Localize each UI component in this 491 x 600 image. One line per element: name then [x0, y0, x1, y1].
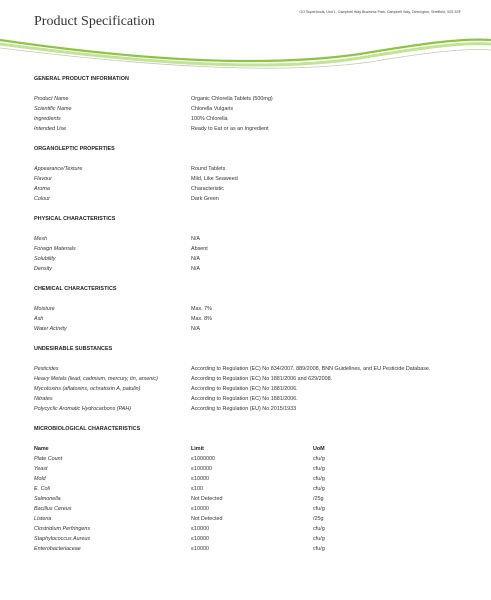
- spec-row: [34, 324, 464, 334]
- spec-label: Polycyclic Aromatic Hydrocarbons (PAH): [34, 406, 132, 412]
- table-row: [34, 464, 464, 474]
- spec-label: Nitrates: [34, 396, 53, 402]
- spec-value: 100% Chlorella: [191, 116, 228, 122]
- spec-value: Round Tablets: [191, 166, 226, 172]
- micro-limit: ≤10000: [191, 476, 209, 482]
- spec-value: According to Regulation (EC) No 1881/2006.: [191, 396, 298, 402]
- spec-label: Appearance/Texture: [34, 166, 83, 172]
- table-row: [34, 494, 464, 504]
- micro-table-header: [34, 444, 464, 454]
- spec-value: Chlorella Vulgaris: [191, 106, 234, 112]
- section-microbiological: [34, 426, 464, 554]
- section-chemical: [34, 286, 464, 334]
- spec-label: Colour: [34, 196, 50, 202]
- spec-row: [34, 404, 464, 414]
- micro-limit: Not Detected: [191, 496, 223, 502]
- spec-label: Pesticides: [34, 366, 59, 372]
- micro-name: Bacillus Cereus: [34, 506, 72, 512]
- section-undesirable: [34, 346, 464, 414]
- spec-label: Aroma: [34, 186, 50, 192]
- table-row: [34, 474, 464, 484]
- table-row: [34, 544, 464, 554]
- spec-value: Mild, Like Seaweed: [191, 176, 238, 182]
- spec-row: [34, 164, 464, 174]
- micro-name: Mold: [34, 476, 46, 482]
- spec-row: [34, 114, 464, 124]
- spec-row: [34, 364, 464, 374]
- spec-label: Product Name: [34, 96, 69, 102]
- micro-limit: ≤100000: [191, 466, 212, 472]
- spec-value: N/A: [191, 236, 200, 242]
- table-row: [34, 454, 464, 464]
- spec-value: Characteristic: [191, 186, 224, 192]
- micro-limit: ≤10000: [191, 526, 209, 532]
- spec-label: Foreign Materials: [34, 246, 76, 252]
- spec-row: [34, 94, 464, 104]
- micro-name: Clostridium Perfringens: [34, 526, 91, 532]
- spec-row: [34, 194, 464, 204]
- micro-uom: cfu/g: [313, 456, 325, 462]
- micro-uom: cfu/g: [313, 536, 325, 542]
- spec-row: [34, 374, 464, 384]
- spec-value: According to Regulation (EC) No 1881/2006 and 629/2008.: [191, 376, 333, 382]
- column-header-name: Name: [34, 446, 49, 452]
- micro-limit: ≤10000: [191, 536, 209, 542]
- spec-label: Intended Use: [34, 126, 67, 132]
- column-header-uom: UoM: [313, 446, 325, 452]
- micro-uom: cfu/g: [313, 526, 325, 532]
- spec-row: [34, 394, 464, 404]
- micro-name: E. Coli: [34, 486, 50, 492]
- spec-label: Ingredients: [34, 116, 61, 122]
- section-title: CHEMICAL CHARACTERISTICS: [34, 286, 117, 292]
- micro-uom: cfu/g: [313, 546, 325, 552]
- spec-value: According to Regulation (EC) No 1881/2006.: [191, 386, 298, 392]
- spec-row: [34, 124, 464, 134]
- spec-label: Flavour: [34, 176, 52, 182]
- spec-value: Max. 8%: [191, 316, 212, 322]
- spec-row: [34, 314, 464, 324]
- spec-row: [34, 264, 464, 274]
- spec-value: Absent: [191, 246, 208, 252]
- micro-name: Listeria: [34, 516, 52, 522]
- section-physical: [34, 216, 464, 274]
- spec-value: Max. 7%: [191, 306, 212, 312]
- spec-label: Scientific Name: [34, 106, 72, 112]
- spec-row: [34, 384, 464, 394]
- table-row: [34, 504, 464, 514]
- header-wave-decoration: [0, 30, 491, 78]
- section-title: GENERAL PRODUCT INFORMATION: [34, 76, 129, 82]
- section-title: PHYSICAL CHARACTERISTICS: [34, 216, 116, 222]
- section-organoleptic: [34, 146, 464, 204]
- micro-limit: ≤100: [191, 486, 203, 492]
- column-header-limit: Limit: [191, 446, 204, 452]
- company-address: GO Superfoods, Unit 1, Campbell Way Business Park, Campbell Way, Dinnington, Sheffield, S25 3SF: [299, 10, 461, 14]
- spec-value: N/A: [191, 266, 200, 272]
- spec-label: Ash: [34, 316, 44, 322]
- spec-label: Density: [34, 266, 52, 272]
- spec-label: Mycotoxins (aflatoxins, ochratoxin A, patulin): [34, 386, 141, 392]
- spec-value: According to Regulation (EC) No 834/2007, 889/2008, BNN Guidelines, and EU Pesticide Database.: [191, 366, 431, 372]
- spec-label: Heavy Metals (lead, cadmium, mercury, tin, arsenic): [34, 376, 158, 382]
- spec-row: [34, 104, 464, 114]
- section-general: [34, 76, 464, 134]
- table-row: [34, 534, 464, 544]
- micro-uom: cfu/g: [313, 466, 325, 472]
- micro-name: Plate Count: [34, 456, 63, 462]
- section-title: MICROBIOLOGICAL CHARACTERISTICS: [34, 426, 141, 432]
- table-row: [34, 524, 464, 534]
- micro-limit: ≤10000: [191, 546, 209, 552]
- micro-uom: cfu/g: [313, 486, 325, 492]
- micro-limit: ≤10000: [191, 506, 209, 512]
- micro-uom: cfu/g: [313, 506, 325, 512]
- spec-value: Organic Chlorella Tablets (500mg): [191, 96, 273, 102]
- micro-limit: ≤1000000: [191, 456, 215, 462]
- spec-value: N/A: [191, 326, 200, 332]
- micro-name: Salmonella: [34, 496, 61, 502]
- spec-label: Moisture: [34, 306, 55, 312]
- spec-row: [34, 304, 464, 314]
- micro-name: Staphylococcus Aureus: [34, 536, 91, 542]
- micro-uom: /25g: [313, 516, 324, 522]
- micro-limit: Not Detected: [191, 516, 223, 522]
- spec-value: According to Regulation (EU) No 2015/1933: [191, 406, 297, 412]
- spec-value: Dark Green: [191, 196, 219, 202]
- page-title: Product Specification: [34, 14, 155, 29]
- spec-value: N/A: [191, 256, 200, 262]
- spec-label: Solubility: [34, 256, 56, 262]
- micro-uom: cfu/g: [313, 476, 325, 482]
- table-row: [34, 484, 464, 494]
- spec-label: Mesh: [34, 236, 48, 242]
- spec-value: Ready to Eat or as an Ingredient: [191, 126, 269, 132]
- section-title: UNDESIRABLE SUBSTANCES: [34, 346, 113, 352]
- specification-content: [34, 76, 464, 554]
- micro-uom: /25g: [313, 496, 324, 502]
- micro-name: Yeast: [34, 466, 48, 472]
- spec-row: [34, 184, 464, 194]
- micro-name: Enterobacteriaceae: [34, 546, 81, 552]
- spec-label: Water Activity: [34, 326, 67, 332]
- spec-row: [34, 174, 464, 184]
- spec-row: [34, 234, 464, 244]
- spec-row: [34, 254, 464, 264]
- table-row: [34, 514, 464, 524]
- spec-row: [34, 244, 464, 254]
- section-title: ORGANOLEPTIC PROPERTIES: [34, 146, 115, 152]
